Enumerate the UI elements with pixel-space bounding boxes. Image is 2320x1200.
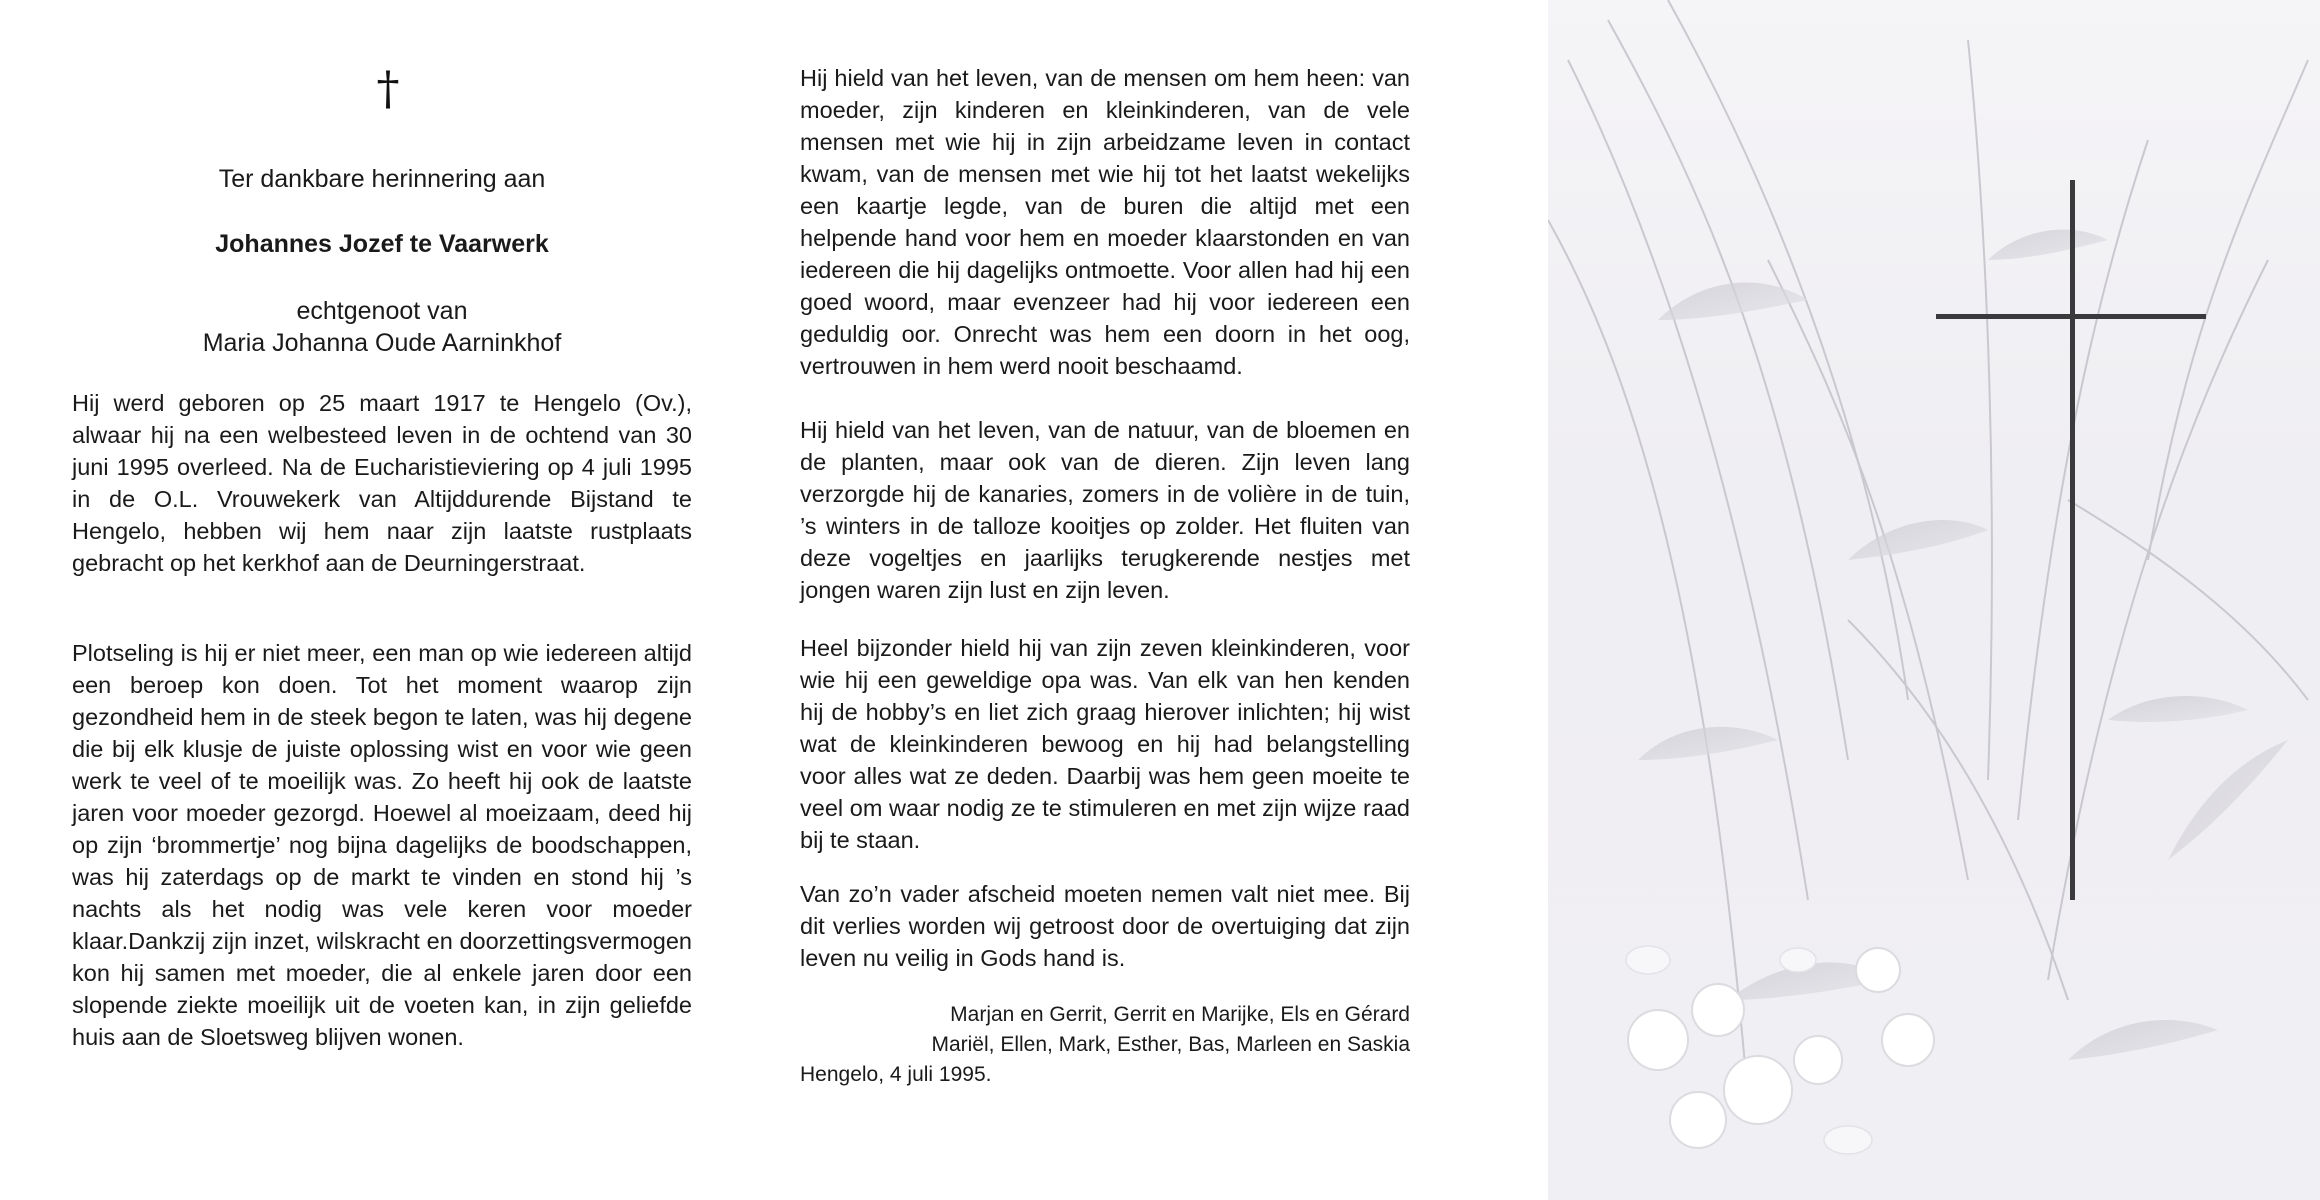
tribute-paragraph-nature: Hij hield van het leven, van de natuur, van de bloemen en de planten, maar ook van de dieren. Zijn leven lang verzorgde hij de kanaries, zomers in de volière in de tuin, ’s winters in de talloze kooitjes op zolder. Het fluiten van deze vogeltjes en jaarlijks terugkerende nestjes met jongen waren zijn lust en zijn leven. [800,417,1410,603]
tribute-paragraph-grandchildren: Heel bijzonder hield hij van zijn zeven kleinkinderen, voor wie hij een geweldige opa was. Van elk van hen kenden hij de hobby’s en liet zich graag hierover inlichten; hij wist wat de kleinkinderen bewoog en hij had belangstelling voor alles wat ze deden. Daarbij was hem geen moeite te veel om waar nodig ze te stimuleren en met zijn wijze raad bij te staan. [800,635,1410,853]
grass-illustration-icon [1548,0,2320,1200]
signature-children: Marjan en Gerrit, Gerrit en Marijke, Els en Gérard [950,1003,1410,1026]
signatures [800,1000,1410,1090]
tribute-paragraph-people: Hij hield van het leven, van de mensen om hem heen: van moeder, zijn kinderen en kleinkinderen, van de vele mensen met wie hij in zijn arbeidzame leven in contact kwam, van de mensen met wie hij tot het laatst wekelijks een kaartje legde, van de buren die altijd met een helpende hand voor hem en moeder klaarstonden en van iedereen die hij dagelijks ontmoette. Voor allen had hij een goed woord, maar evenzeer had hij voor iedereen een geduldig oor. Onrecht was hem een doorn in het oog, vertrouwen in hem werd nooit beschaamd. [800,65,1410,379]
intro-line: Ter dankbare herinnering aan [218,165,546,193]
signature-grandchildren: Mariël, Ellen, Mark, Esther, Bas, Marleen en Saskia [931,1033,1410,1056]
farewell-paragraph: Van zo’n vader afscheid moeten nemen valt niet mee. Bij dit verlies worden wij getroost door de overtuiging dat zijn leven nu veilig in Gods hand is. [800,881,1410,971]
spouse-block [72,295,692,359]
cross-icon: † [376,61,400,115]
biography-paragraph: Hij werd geboren op 25 maart 1917 te Hengelo (Ov.), alwaar hij na een welbesteed leven in de ochtend van 30 juni 1995 overleed. Na de Eucharistieviering op 4 juli 1995 in de O.L. Vrouwekerk van Altijddurende Bijstand te Hengelo, hebben wij hem naar zijn laatste rustplaats gebracht op het kerkhof aan de Deurningerstraat. [72,390,692,576]
deceased-name: Johannes Jozef te Vaarwerk [215,230,549,258]
place-date: Hengelo, 4 juli 1995. [800,1063,992,1086]
floral-cross-illustration [1548,0,2320,1200]
cross-horizontal [1936,314,2206,319]
cross-vertical [2070,180,2075,900]
spouse-label: echtgenoot van [296,297,468,325]
spouse-name: Maria Johanna Oude Aarninkhof [202,329,562,357]
tribute-paragraph: Plotseling is hij er niet meer, een man op wie iedereen altijd een beroep kon doen. Tot het moment waarop zijn gezondheid hem in de steek begon te laten, was hij degene die bij elk klusje de juiste oplossing wist en voor wie geen werk te veel of te moeilijk was. Zo heeft hij ook de laatste jaren voor moeder gezorgd. Hoewel al moeizaam, deed hij op zijn ‘brommertje’ nog bijna dagelijks de boodschappen, was hij zaterdags op de markt te vinden en stond hij ’s nachts als het nodig was vele keren voor moeder klaar.Dankzij zijn inzet, wilskracht en doorzettingsvermogen kon hij samen met moeder, die al enkele jaren door een slopende ziekte moeilijk uit de voeten kan, in zijn geliefde huis aan de Sloetsweg blijven wonen. [72,640,692,1050]
